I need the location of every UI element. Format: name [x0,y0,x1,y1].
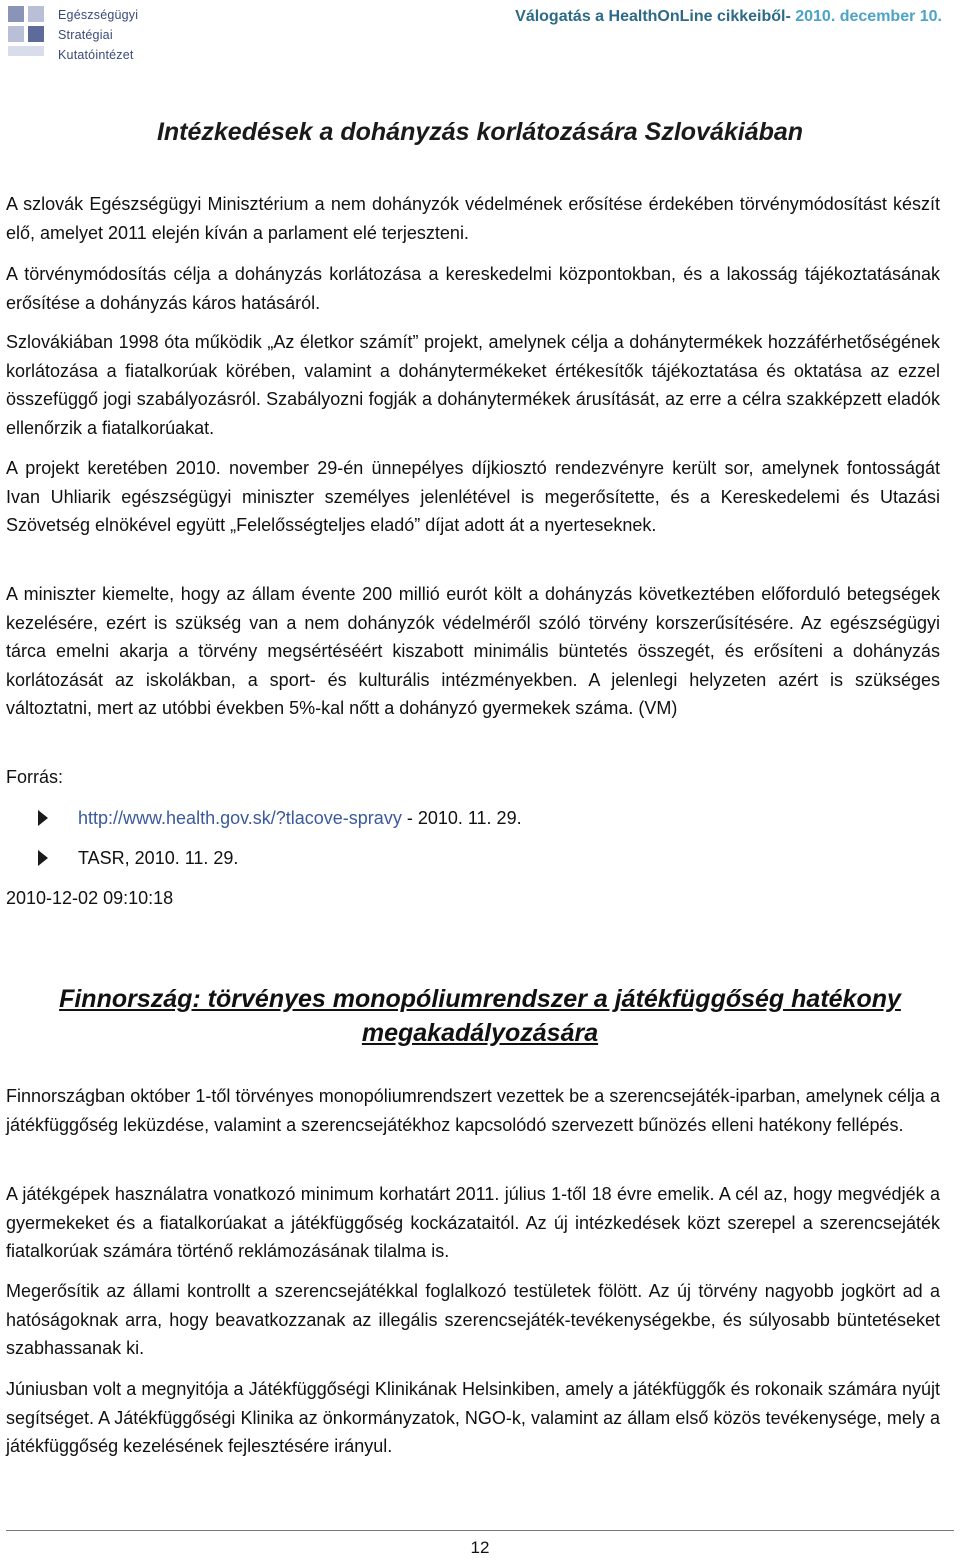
article1-timestamp: 2010-12-02 09:10:18 [6,888,174,908]
article2-title-line-1: Finnország: törvényes monopóliumrendszer a játékfüggőség hatékony [59,985,901,1013]
institute-logo [6,4,146,64]
source-link[interactable]: http://www.health.gov.sk/?tlacove-spravy [78,808,402,828]
article1-paragraph-4: A projekt keretében 2010. november 29-én ünnepélyes díjkiosztó rendezvényre került sor, amelynek fontosságát Ivan Uhliarik egészségügyi miniszter személyes jelenlétével is megerősítette, és a Kereskedelemi és Utazási Szövetség elnökével együtt „Felelősségteljes eladó” díjat adott át a nyerteseknek. [6,458,940,536]
footer-divider [6,1530,954,1531]
source-suffix: - 2010. 11. 29. [401,808,522,828]
article1-paragraph-3: Szlovákiában 1998 óta működik „Az életkor számít” projekt, amelynek célja a dohánytermékek hozzáférhetőségének korlátozása a fiatalkorúak körében, valamint a dohánytermékeket értékesítők tájékoztatása és oktatása az ezzel összefüggő jogi szabályozásról. Szabályozni fogják a dohánytermékek árusítását, az erre a célra szakképzett eladók ellenőrzik a fiatalkorúakat. [6,332,940,438]
bullet-arrow-icon [38,810,48,826]
header-caption-text: Válogatás a HealthOnLine cikkeiből- [515,8,791,25]
article2-paragraph-1: Finnországban október 1-től törvényes monopóliumrendszert vezettek be a szerencsejáték-iparban, amelynek célja a játékfüggőség leküzdése, valamint a szerencsejátékhoz kapcsolódó szervezett bűnözés elleni hatékony fellépés. [6,1086,940,1135]
article2-paragraph-4: Júniusban volt a megnyitója a Játékfüggőségi Klinikának Helsinkiben, amely a játékfüggők és rokonaik számára nyújt segítséget. A Játékfüggőségi Klinika az önkormányzatok, NGO-k, valamint az állam első közös tevékenysége, mely a játékfüggőség kezelésének fejlesztésére irányul. [6,1379,940,1457]
article2-paragraph-2: A játékgépek használatra vonatkozó minimum korhatárt 2011. július 1-től 18 évre emelik. A cél az, hogy megvédjék a gyermekeket és a fiatalkorúakat a játékfüggőség kockázataitól. Az új intézkedések közt szerepel a szerencsejáték fiatalkorúak számára történő reklámozásának tilalma is. [6,1184,940,1262]
source-text [78,808,522,829]
article1-title: Intézkedések a dohányzás korlátozására Szlovákiában [156,118,804,146]
article2-paragraph-3: Megerősítik az állami kontrollt a szerencsejátékkal foglalkozó testületek fölött. Az új törvény nagyobb jogkört ad a hatóságoknak arra, hogy beavatkozzanak az illegális szerencsejáték-tevékenységekbe, és súlyosabb büntetéseket szabhassanak ki. [6,1281,940,1359]
header-caption [515,8,942,26]
article2-title-line-2: megakadályozására [361,1019,599,1047]
header-caption-date: 2010. december 10. [795,8,942,25]
logo-line-2: Stratégiai [58,28,113,42]
logo-mark-icon [6,4,50,60]
article1-paragraph-5: A miniszter kiemelte, hogy az állam évente 200 millió eurót költ a dohányzás következtében előforduló betegségek kezelésére, ezért is szükség van a nem dohányzók védelméről szóló törvény korszerűsítésére. Az egészségügyi tárca emelni akarja a törvény megsértéséért kiszabott minimális büntetés összegét, és erősíteni a dohányzás korlátozását az iskolákban, a sport- és kulturális intézményekben. A jelenlegi helyzeten azért is szükséges változtatni, mert az utóbbi években 5%-kal nőtt a dohányzó gyermekek száma. (VM) [6,584,940,719]
source-text: TASR, 2010. 11. 29. [78,848,239,868]
sources-label: Forrás: [6,767,64,787]
page-header [0,0,960,70]
logo-line-1: Egészségügyi [58,8,139,22]
bullet-arrow-icon [38,850,48,866]
article1-paragraph-2: A törvénymódosítás célja a dohányzás korlátozása a kereskedelmi központokban, és a lakosság tájékoztatásának erősítése a dohányzás káros hatásáról. [6,264,940,313]
article2-title [40,982,920,1050]
article1-paragraph-1: A szlovák Egészségügyi Minisztérium a nem dohányzók védelmének erősítése érdekében törvénymódosítást készít elő, amelyet 2011 elején kíván a parlament elé terjeszteni. [6,194,940,243]
logo-line-3: Kutatóintézet [58,48,134,62]
page-number: 12 [470,1538,490,1557]
